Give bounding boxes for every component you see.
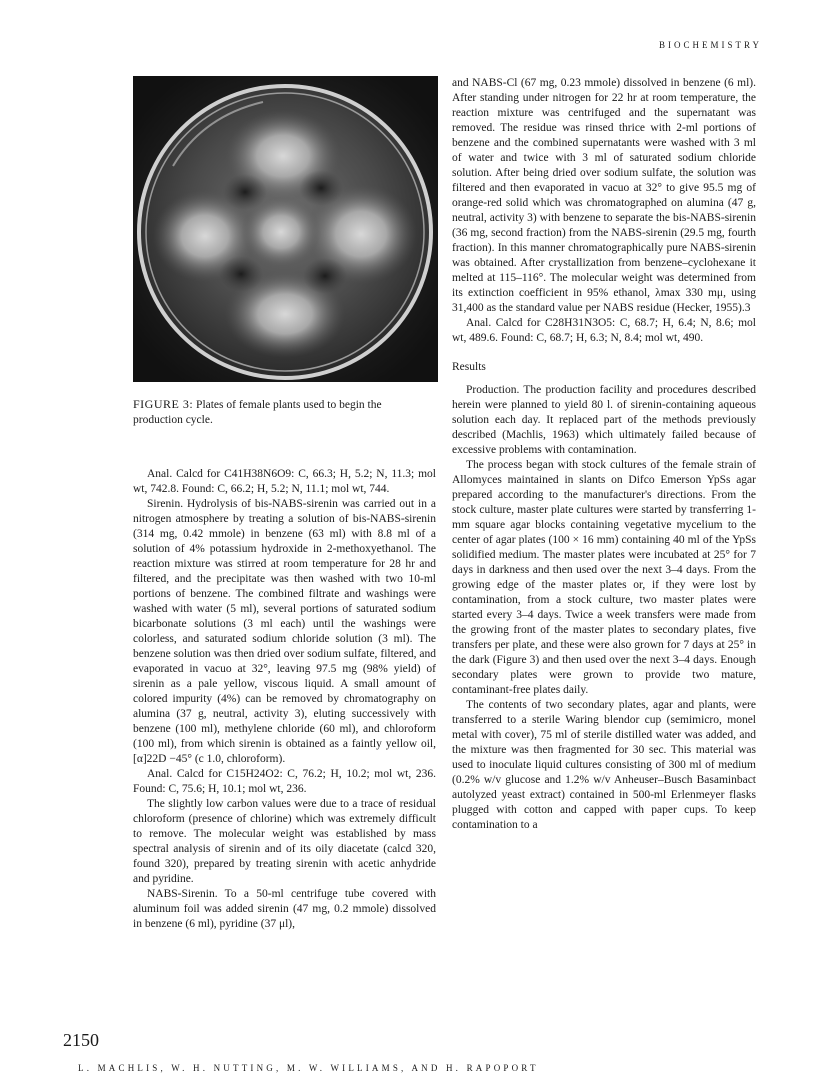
figure-caption — [133, 397, 433, 428]
section-heading: Results — [452, 361, 486, 373]
paragraph: Anal. Calcd for C15H24O2: C, 76.2; H, 10.2; mol wt, 236. Found: C, 75.6; H, 10.1; mol wt, 236. — [133, 768, 436, 795]
paragraph: Sirenin. Hydrolysis of bis-NABS-sirenin was carried out in a nitrogen atmosphere by treating a solution of bis-NABS-sirenin (314 mg, 0.42 mmole) in benzene (63 ml) with 8.8 ml of a solution of 4% potassium hydroxide in 2-methoxyethanol. The reaction mixture was stirred at room temperature for 28 hr and filtered, and the precipitate was then washed with two 10-ml portions of benzene. The combined filtrate and washings were washed with water (5 ml), several portions of saturated sodium bicarbonate solutions (3 ml each) until the washings were colorless, and saturated sodium chloride solution (3 ml). The benzene solution was then dried over sodium sulfate, filtered, and evaporated in vacuo at 32°, leaving 97.5 mg (98% yield) of sirenin as a pale yellow, viscous liquid. A small amount of colored impurity (4%) can be removed by chromatography on alumina (37 g, neutral, activity 3), eluting successively with benzene (100 ml), methylene chloride (60 ml), and chloroform (100 ml), from which sirenin is obtained as a faintly yellow oil, [α]22D −45° (c 1.0, chloroform). — [133, 498, 436, 765]
paragraph: The contents of two secondary plates, agar and plants, were transferred to a sterile Waring blendor cup (semimicro, monel metal with cover), 75 ml of sterile distilled water was added, and the mixture was then fragmented for 30 sec. This material was used to inoculate liquid cultures consisting of 300 ml of medium (0.2% w/v glucose and 1.2% w/v Anheuser–Busch Basaminbact autolyzed yeast extract) contained in 500-ml Erlenmeyer flasks plugged with cotton and capped with paper cups. To keep contamination to a — [452, 699, 756, 831]
paragraph: NABS-Sirenin. To a 50-ml centrifuge tube covered with aluminum foil was added sirenin (47 mg, 0.2 mmole) dissolved in benzene (6 ml), pyridine (37 μl), — [133, 888, 436, 930]
paragraph: The process began with stock cultures of the female strain of Allomyces maintained in slants on Difco Emerson YpSs agar prepared according to the manufacturer's directions. From the stock culture, master plate cultures were started by transferring 1-mm square agar blocks containing vegetative mycelium to the center of agar plates (100 × 16 mm) containing 40 ml of the YpSs solidified medium. The master plates were incubated at 25° for 7 days in darkness and then used over the next 3–4 days. From the growing edge of the master plates or, if they were lost by contamination, from a stock culture, two master plates were started every 3–4 days. Twice a week transfers were made from the growing front of the master plates to secondary plates, five transfers per plate, and these were also grown for 7 days at 25° in the dark (Figure 3) and then used over the next 3–4 days. Enough secondary plates were grown to provide two mature, contaminant-free plates daily. — [452, 459, 756, 696]
paragraph: Anal. Calcd for C28H31N3O5: C, 68.7; H, 6.4; N, 8.6; mol wt, 489.6. Found: C, 68.7; H, 6.3; N, 8.4; mol wt, 490. — [452, 317, 756, 344]
caption-text: Plates of female plants used to begin the production cycle. — [133, 399, 382, 426]
left-column — [133, 467, 436, 932]
paragraph: Production. The production facility and procedures described herein were planned to yield 80 l. of sirenin-containing aqueous solution each day. It replaced part of the methods previously described (Machlis, 1963) which ultimately failed because of excessive problems with contamination. — [452, 384, 756, 456]
paragraph: and NABS-Cl (67 mg, 0.23 mmole) dissolved in benzene (6 ml). After standing under nitrogen for 22 hr at room temperature, the reaction mixture was centrifuged and the supernatant was removed. The residue was rinsed thrice with 2-ml portions of benzene and the combined supernatants were washed with 3 ml of water and twice with 3 ml of saturated sodium chloride solution. After being dried over sodium sulfate, the solution was filtered and then evaporated in vacuo at 32° to give 95.5 mg of orange-red solid which was chromatographed on alumina (47 g, neutral, activity 3) with benzene to separate the bis-NABS-sirenin (36 mg, second fraction) from the NABS-sirenin (29.5 mg, fourth fraction). In this manner chromatographically pure NABS-sirenin was obtained. After crystallization from benzene–cyclohexane it melted at 115–116°. The molecular weight was determined from its extinction coefficient in 95% ethanol, λmax 330 mμ, using 31,400 as the standard value per NABS residue (Hecker, 1955).3 — [452, 77, 756, 314]
author-footer: L. MACHLIS, W. H. NUTTING, M. W. WILLIAMS, AND H. RAPOPORT — [78, 1063, 539, 1073]
running-head: BIOCHEMISTRY — [658, 40, 762, 50]
paragraph: Anal. Calcd for C41H38N6O9: C, 66.3; H, 5.2; N, 11.3; mol wt, 742.8. Found: C, 66.2; H, 5.2; N, 11.1; mol wt, 744. — [133, 468, 436, 495]
figure-3-photo — [133, 76, 438, 382]
right-column — [452, 76, 756, 833]
paragraph: The slightly low carbon values were due to a trace of residual chloroform (presence of chlorine) which was extremely difficult to remove. The molecular weight was established by mass spectral analysis of sirenin and of its oily diacetate (calcd 320, found 320), prepared by treating sirenin with acetic anhydride and pyridine. — [133, 798, 436, 885]
page-number: 2150 — [63, 1030, 99, 1050]
caption-label: FIGURE 3: — [133, 397, 194, 411]
petri-dish-image — [133, 76, 438, 382]
